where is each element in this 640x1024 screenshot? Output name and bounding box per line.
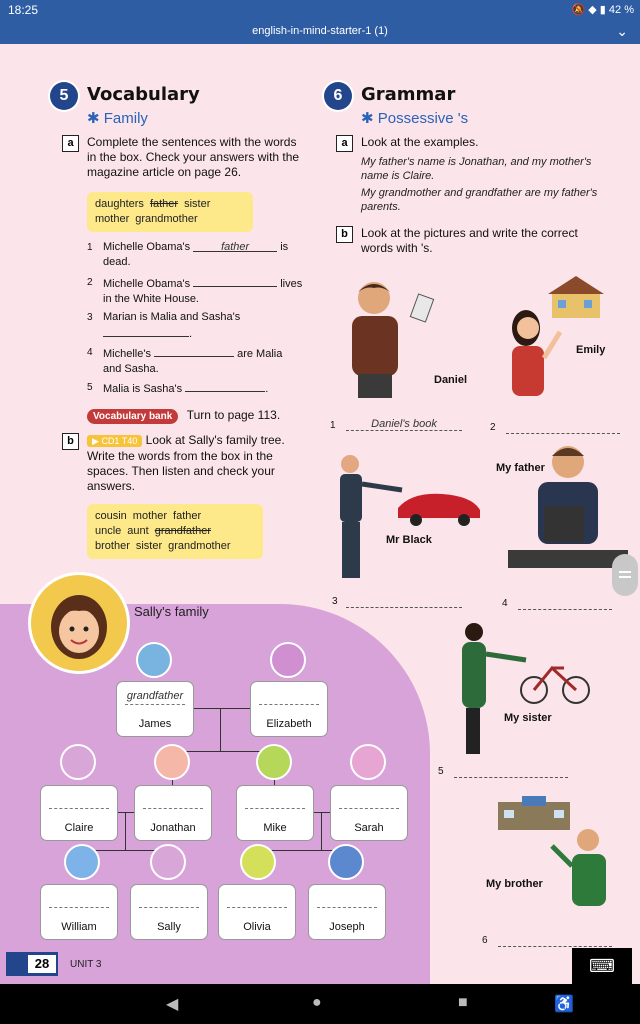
brother-pointing-picture bbox=[548, 826, 614, 910]
uncle-face-icon bbox=[256, 744, 292, 780]
exercise-a-label: a bbox=[62, 135, 79, 152]
grammar-subtitle: ✱ Possessive 's bbox=[361, 110, 469, 127]
list-item: 3 Marian is Malia and Sasha's . bbox=[87, 311, 241, 340]
grammar-example-2: My grandmother and grandfather are my father's parents. bbox=[361, 187, 598, 213]
sally-portrait bbox=[28, 572, 130, 674]
vocabulary-bank-text: Turn to page 113. bbox=[186, 408, 281, 422]
page-number-box bbox=[6, 952, 58, 976]
family-box-olivia[interactable]: Olivia bbox=[218, 884, 296, 940]
boy-face-icon bbox=[64, 844, 100, 880]
answer-field[interactable] bbox=[154, 345, 234, 357]
grammar-answer-field[interactable] bbox=[498, 945, 612, 947]
wifi-icon: ◆ bbox=[588, 4, 597, 16]
father-at-computer-picture bbox=[508, 442, 628, 572]
status-icons bbox=[572, 3, 635, 16]
battery-level: 42 % bbox=[608, 4, 634, 16]
grandmother-face-icon bbox=[270, 642, 306, 678]
family-box-sarah[interactable]: Sarah bbox=[330, 785, 408, 841]
aunt-face-icon bbox=[60, 744, 96, 780]
exercise-b-label: b bbox=[62, 433, 79, 450]
list-item: 1 Michelle Obama's father is dead. bbox=[87, 241, 289, 268]
family-box-joseph[interactable]: Joseph bbox=[308, 884, 386, 940]
girl-face-icon bbox=[31, 575, 127, 671]
audio-cd-badge[interactable]: ▶ CD1 T40 bbox=[87, 435, 142, 447]
section-number-grammar: 6 bbox=[324, 82, 352, 110]
scroll-handle[interactable] bbox=[612, 554, 638, 596]
recents-icon[interactable]: ■ bbox=[458, 994, 468, 1011]
picture-label-my-father: My father bbox=[496, 462, 545, 474]
tree-connector bbox=[220, 708, 221, 752]
vocabulary-subtitle: ✱ Family bbox=[87, 110, 148, 127]
boy-face-icon bbox=[328, 844, 364, 880]
list-item: 4 Michelle's are Malia and Sasha. bbox=[87, 347, 283, 375]
family-box-sally[interactable]: Sally bbox=[130, 884, 208, 940]
document-title: english-in-mind-starter-1 (1) bbox=[252, 25, 388, 37]
unit-label: UNIT 3 bbox=[70, 959, 102, 970]
grammar-answer-field[interactable] bbox=[346, 606, 462, 608]
picture-label-my-brother: My brother bbox=[486, 878, 543, 890]
star-icon: ✱ bbox=[87, 110, 100, 127]
family-box-claire[interactable]: Claire bbox=[40, 785, 118, 841]
family-box-james[interactable]: grandfather James bbox=[116, 681, 194, 737]
grammar-answer-field[interactable] bbox=[518, 608, 612, 610]
family-box-elizabeth[interactable]: Elizabeth bbox=[250, 681, 328, 737]
mr-black-with-car-picture bbox=[332, 452, 482, 582]
exercise-a-list bbox=[87, 240, 309, 404]
grammar-answer-field[interactable] bbox=[506, 432, 620, 434]
star-icon: ✱ bbox=[361, 110, 374, 127]
list-item: 2 Michelle Obama's lives in the White House. bbox=[87, 277, 303, 305]
father-face-icon bbox=[154, 744, 190, 780]
grandfather-face-icon bbox=[136, 642, 172, 678]
mute-icon: 🔕 bbox=[571, 4, 586, 16]
family-box-william[interactable]: William bbox=[40, 884, 118, 940]
picture-label-daniel: Daniel bbox=[434, 374, 468, 386]
picture-label-mr-black: Mr Black bbox=[386, 534, 432, 546]
exercise-a-instruction: Complete the sentences with the words in the box. Check your answers with the magazine article on page 26. bbox=[87, 135, 300, 179]
chevron-down-icon[interactable]: ⌄ bbox=[616, 23, 628, 39]
word-box-1: daughters father sister mother grandmother bbox=[87, 192, 253, 232]
vocabulary-bank-badge[interactable]: Vocabulary bank bbox=[87, 409, 178, 424]
grammar-exercise-a-label: a bbox=[336, 135, 353, 152]
keyboard-icon[interactable]: ⌨ bbox=[572, 948, 632, 984]
page-number: 28 bbox=[28, 955, 56, 973]
exercise-b-instruction: ▶ CD1 T40 Look at Sally's family tree. Write the words from the box in the spaces. Then listen and check your answers. bbox=[87, 433, 285, 493]
answer-field[interactable] bbox=[103, 325, 189, 337]
battery-icon: ▮ bbox=[599, 4, 606, 16]
grammar-exercise-a-instruction: Look at the examples. bbox=[361, 135, 479, 149]
grammar-exercise-b-instruction: Look at the pictures and write the correct words with 's. bbox=[361, 226, 578, 255]
list-item: 5 Malia is Sasha's . bbox=[87, 382, 269, 395]
tree-connector bbox=[321, 812, 322, 850]
picture-label-my-sister: My sister bbox=[504, 712, 552, 724]
book-page: 5 Vocabulary ✱ Family a Complete the sentences with the words in the box. Check your answers with the magazine article on page 26. daughters father sister mother grandmother 1 Michelle Obama's father is dead. 2 Michelle Obama's lives in the White House. 3 Marian is Malia and Sasha's . 4 Michelle's are Malia and Sasha. 5 Malia is Sasha's . Vocabulary bank Turn to page 113. b ▶ CD1 T40 Look at Sally's family tree. Write the words from the box in the spaces. Then listen and check your answers. cousin mother father uncle aunt grandfather brother sister grandmother Sally's family grandfather James Elizabeth Claire Jonathan Mike Sarah William Sally Olivia Joseph 6 Grammar ✱ Possessive 's a Look at the examples. My father's name is Jonathan, and my mother's name is Claire. My grandmother and grandfather are my father's parents. b Look at the pictures and write the correct words with 's. Daniel Emily 1 Daniel's book 2 Mr Black My father 3 4 My sister 5 My brother 6 28 UNIT 3 bbox=[0, 44, 640, 984]
emily-pointing-picture bbox=[500, 306, 570, 402]
app-bar bbox=[0, 20, 640, 44]
grammar-title: Grammar bbox=[361, 84, 456, 105]
answer-field[interactable] bbox=[193, 275, 277, 287]
home-icon[interactable]: ● bbox=[312, 994, 322, 1011]
girl-face-icon bbox=[240, 844, 276, 880]
family-box-jonathan[interactable]: Jonathan bbox=[134, 785, 212, 841]
grammar-answer-field[interactable]: Daniel's book bbox=[346, 418, 462, 431]
answer-field[interactable]: father bbox=[193, 240, 277, 252]
clock: 18:25 bbox=[8, 3, 39, 17]
grammar-exercise-b-label: b bbox=[336, 226, 353, 243]
grammar-example-1: My father's name is Jonathan, and my mother's name is Claire. bbox=[361, 156, 592, 182]
accessibility-icon[interactable]: ♿ bbox=[554, 996, 574, 1013]
family-title: Sally's family bbox=[134, 604, 209, 619]
navigation-bar bbox=[0, 984, 640, 1024]
grammar-answer-field[interactable] bbox=[454, 776, 568, 778]
girl-face-icon bbox=[150, 844, 186, 880]
answer-field[interactable] bbox=[185, 380, 265, 392]
daniel-with-book-picture bbox=[346, 276, 442, 400]
sister-with-bike-picture bbox=[454, 622, 604, 758]
vocabulary-bank-row bbox=[87, 406, 280, 424]
vocabulary-title: Vocabulary bbox=[87, 84, 200, 105]
play-icon: ▶ bbox=[92, 436, 99, 446]
picture-label-emily: Emily bbox=[576, 344, 606, 356]
section-number-vocabulary: 5 bbox=[50, 82, 78, 110]
family-box-mike[interactable]: Mike bbox=[236, 785, 314, 841]
back-icon[interactable]: ◀ bbox=[166, 996, 179, 1013]
mother-face-icon bbox=[350, 744, 386, 780]
word-box-2: cousin mother father uncle aunt grandfather brother sister grandmother bbox=[87, 504, 263, 559]
tree-connector bbox=[125, 812, 126, 850]
status-bar bbox=[0, 0, 640, 20]
